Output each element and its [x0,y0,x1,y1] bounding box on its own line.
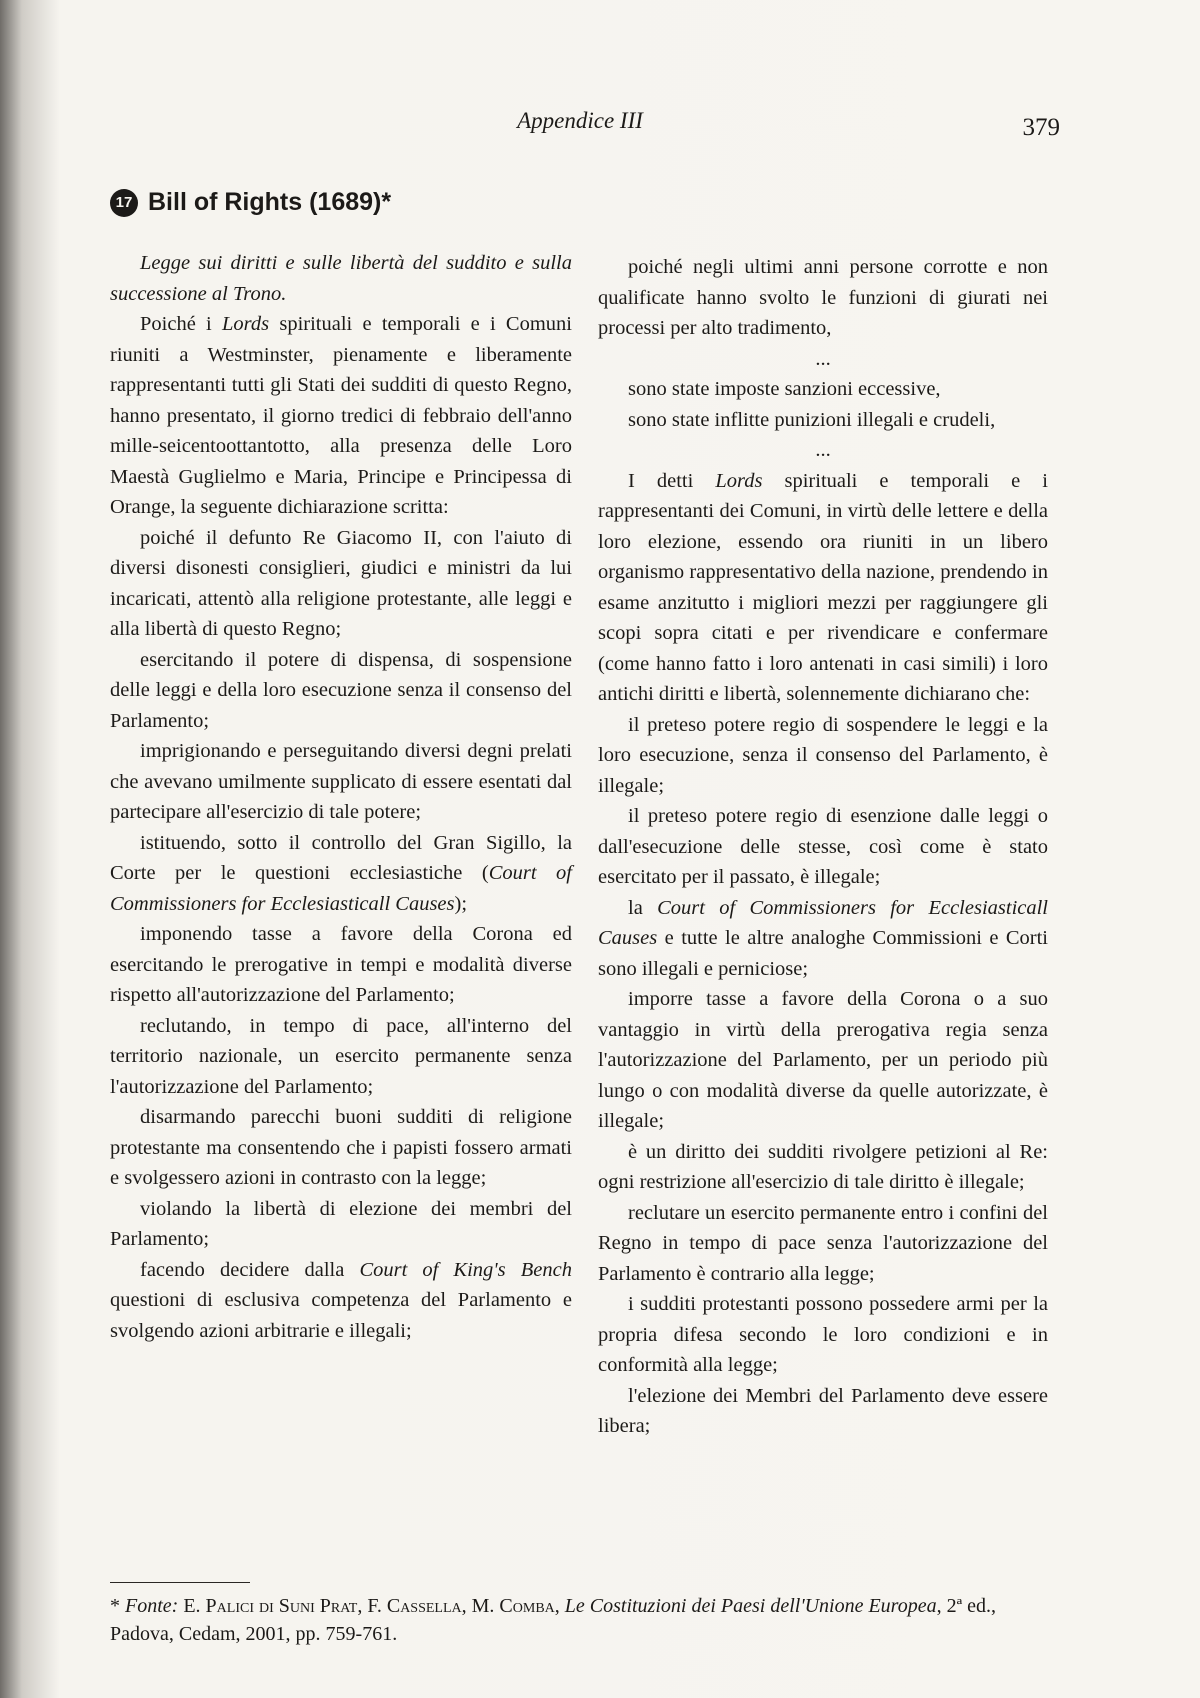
paragraph: reclutare un esercito permanente entro i confini del Regno in tempo di pace senza l'autorizzazione del Parlamento è contrario alla legge; [598,1201,1048,1285]
paragraph: l'elezione dei Membri del Parlamento deve essere libera; [598,1384,1048,1437]
paragraph: imprigionando e perseguitando diversi degni prelati che avevano umilmente supplicato di essere esentati dal partecipare all'esercizio di tale potere; [110,740,572,823]
paragraph: il preteso potere regio di esenzione dalle leggi o dall'esecuzione delle stesse, così come è stato esercitato per il passato, è illegale; [598,805,1048,888]
left-column [110,248,572,1346]
paragraph: esercitando il potere di dispensa, di sospensione delle leggi e della loro esecuzione senza il consenso del Parlamento; [110,648,572,732]
paragraph: violando la libertà di elezione dei membri del Parlamento; [110,1197,572,1250]
running-title: Appendice III [517,108,643,133]
document-heading [110,188,391,217]
omission-ellipsis: ... [815,439,831,461]
paragraph: i sudditi protestanti possono possedere armi per la propria difesa secondo le loro condizioni e in conformità alla legge; [598,1293,1048,1376]
paragraph: imponendo tasse a favore della Corona ed esercitando le prerogative in tempi e modalità diverse rispetto all'autorizzazione del Parlamento; [110,923,572,1006]
paragraph: sono state inflitte punizioni illegali e crudeli, [628,408,996,431]
paragraph: reclutando, in tempo di pace, all'interno del territorio nazionale, un esercito permanente senza l'autorizzazione del Parlamento; [110,1014,572,1098]
paragraph: il preteso potere regio di sospendere le leggi e la loro esecuzione, senza il consenso del Parlamento, è illegale; [598,713,1048,797]
page-number: 379 [1022,114,1060,141]
footnote-divider [110,1582,250,1583]
paragraph: sono state imposte sanzioni eccessive, [628,378,941,400]
right-column [598,252,1048,1442]
omission-ellipsis: ... [815,347,831,370]
paragraph: poiché il defunto Re Giacomo II, con l'aiuto di diversi disonesti consiglieri, giudici e ministri da lui incaricati, attentò alla religione protestante, alle leggi e alla libertà di questo Regno; [110,526,572,640]
document-title: Bill of Rights (1689)* [148,188,392,216]
paragraph: la Court of Commissioners for Ecclesiasticall Causes e tutte le altre analoghe Commissioni e Corti sono illegali e perniciose; [598,896,1049,980]
document-number-badge: 17 [110,189,138,217]
page-header [100,108,1060,148]
paragraph: poiché negli ultimi anni persone corrotte e non qualificate hanno svolto le funzioni di giurati nei processi per alto tradimento, [598,256,1048,339]
paragraph: istituendo, sotto il controllo del Gran Sigillo, la Corte per le questioni ecclesiastiche (Court of Commissioners for Ecclesiasticall Causes); [110,831,572,915]
paragraph: imporre tasse a favore della Corona o a suo vantaggio in virtù della prerogativa regia senza l'autorizzazione del Parlamento, per un periodo più lungo o con modalità diverse da quelle autorizzate, è illegale; [598,988,1048,1132]
paragraph: Poiché i Lords spirituali e temporali e i Comuni riuniti a Westminster, pienamente e liberamente rappresentanti tutti gli Stati dei sudditi di questo Regno, hanno presentato, il giorno tredici di febbraio dell'anno mille-seicentoottantotto, alla presenza delle Loro Maestà Guglielmo e Maria, Principe e Principessa di Orange, la seguente dichiarazione scritta: [110,313,572,518]
paragraph: facendo decidere dalla Court of King's Bench questioni di esclusiva competenza del Parlamento e svolgendo azioni arbitrarie e illegali; [110,1258,572,1342]
source-footnote: * Fonte: E. Palici di Suni Prat, F. Cassella, M. Comba, Le Costituzioni dei Paesi dell'Unione Europea, 2ª ed., Padova, Cedam, 2001, pp. 759-761. [110,1595,997,1645]
paragraph: è un diritto dei sudditi rivolgere petizioni al Re: ogni restrizione all'esercizio di tale diritto è illegale; [598,1140,1048,1193]
paragraph: I detti Lords spirituali e temporali e i rappresentanti dei Comuni, in virtù delle lettere e della loro elezione, essendo ora riuniti in un libero organismo rappresentativo della nazione, prendendo in esame anzitutto i migliori mezzi per raggiungere gli scopi sopra citati e per rivendicare e confermare (come hanno fatto i loro antenati in casi simili) i loro antichi diritti e libertà, solennemente dichiarano che: [598,469,1048,705]
preamble-heading: Legge sui diritti e sulle libertà del suddito e sulla successione al Trono. [110,252,572,305]
paragraph: disarmando parecchi buoni sudditi di religione protestante ma consentendo che i papisti fossero armati e svolgessero azioni in contrasto con la legge; [110,1106,572,1189]
